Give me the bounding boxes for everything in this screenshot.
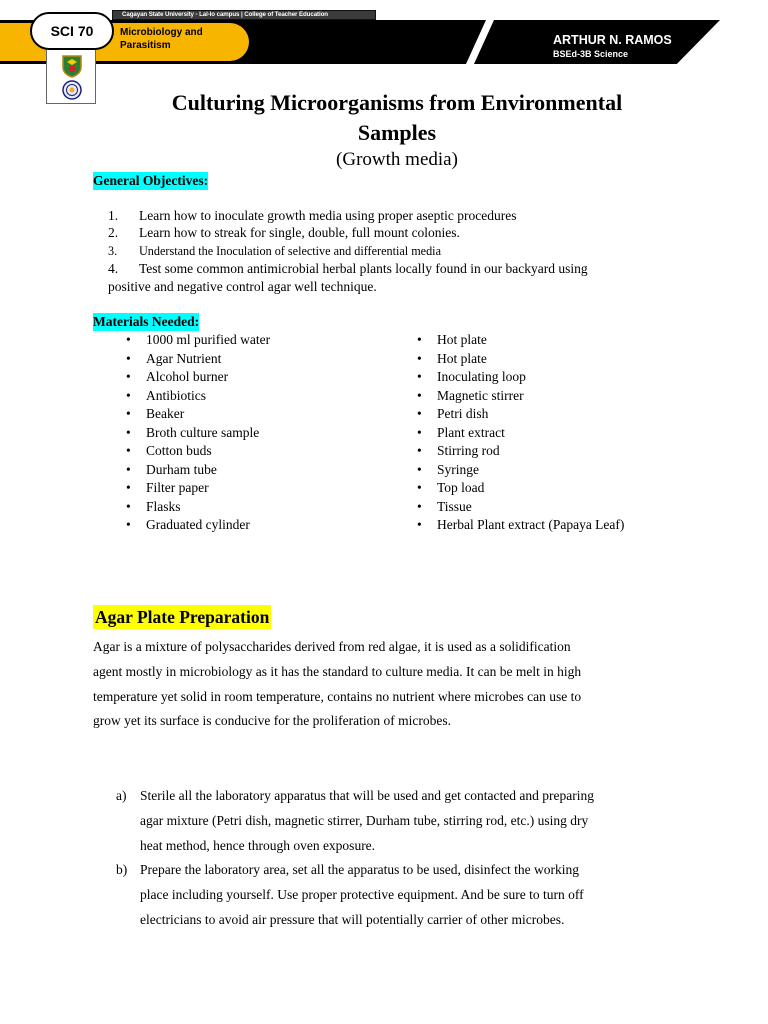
objective-number: 1. <box>108 208 119 223</box>
paragraph-line: Agar is a mixture of polysaccharides derived from red algae, it is used as a solidification <box>93 639 571 654</box>
material-label: Hot plate <box>437 350 487 366</box>
material-label: Herbal Plant extract (Papaya Leaf) <box>437 517 625 532</box>
university-text: Cagayan State University - Lal-lo campus | College of Teacher Education <box>122 11 328 18</box>
bullet: • <box>126 461 131 477</box>
author-program: BSEd-3B Science <box>553 49 629 59</box>
material-label: Top load <box>437 480 485 495</box>
material-label: Agar Nutrient <box>146 350 222 366</box>
bullet: • <box>417 387 422 403</box>
list-item <box>126 350 386 369</box>
material-label: Alcohol burner <box>146 369 229 384</box>
course-name-line2: Parasitism <box>120 40 171 51</box>
bullet: • <box>417 498 422 514</box>
list-item <box>126 498 386 517</box>
material-label: Inoculating loop <box>437 369 526 384</box>
paragraph-line: grow yet its surface is conducive for the proliferation of microbes. <box>93 713 452 729</box>
bullet: • <box>417 461 422 477</box>
course-code-badge: SCI 70 <box>30 12 114 50</box>
bullet: • <box>417 480 422 495</box>
material-label: Durham tube <box>146 461 217 477</box>
material-label: Tissue <box>437 498 472 514</box>
bullet: • <box>126 498 131 514</box>
bullet: • <box>417 443 422 458</box>
step-text <box>140 858 676 932</box>
bullet: • <box>417 369 422 384</box>
step-label: a) <box>116 788 127 803</box>
paragraph-line: temperature yet solid in room temperature, contains no nutrient where microbes can use to <box>93 688 582 704</box>
list-item <box>417 442 757 461</box>
list-item <box>126 516 386 535</box>
list-item <box>126 424 386 443</box>
material-label: Flasks <box>146 498 181 514</box>
bullet: • <box>126 424 131 440</box>
objective-item <box>108 224 668 242</box>
list-item <box>417 424 757 443</box>
material-label: Petri dish <box>437 406 489 421</box>
bullet: • <box>126 369 131 384</box>
list-item <box>126 405 386 424</box>
procedure-step-a <box>116 784 676 858</box>
page-subtitle: (Growth media) <box>336 149 458 170</box>
materials-list-right <box>417 331 757 535</box>
bullet: • <box>417 424 422 440</box>
university-logo-icon <box>61 54 83 78</box>
agar-paragraph <box>93 635 671 734</box>
bullet: • <box>126 517 131 532</box>
bullet: • <box>126 480 131 495</box>
bullet: • <box>126 406 131 421</box>
list-item <box>126 368 386 387</box>
material-label: Syringe <box>437 461 479 477</box>
material-label: Stirring rod <box>437 443 500 458</box>
procedure-step-b <box>116 858 676 932</box>
bullet: • <box>417 332 422 347</box>
list-item <box>417 387 757 406</box>
material-label: 1000 ml purified water <box>146 332 271 347</box>
bullet: • <box>126 387 131 403</box>
list-item <box>417 350 757 369</box>
bullet: • <box>126 332 131 347</box>
objective-item <box>108 260 668 278</box>
page-title <box>100 88 694 148</box>
material-label: Beaker <box>146 406 185 421</box>
objective-number: 3. <box>108 244 118 258</box>
step-line: place including yourself. Use proper protective equipment. And be sure to turn off <box>140 886 584 902</box>
materials-heading: Materials Needed: <box>93 314 200 329</box>
list-item <box>417 331 757 350</box>
objective-text: Learn how to inoculate growth media using proper aseptic procedures <box>139 208 517 223</box>
objective-number: 2. <box>108 225 119 240</box>
list-item <box>417 516 757 535</box>
author-name: ARTHUR N. RAMOS <box>553 33 672 47</box>
list-item <box>417 461 757 480</box>
material-label: Antibiotics <box>146 387 206 403</box>
list-item <box>126 387 386 406</box>
bullet: • <box>126 350 131 366</box>
material-label: Filter paper <box>146 480 209 495</box>
step-line: agar mixture (Petri dish, magnetic stirrer, Durham tube, stirring rod, etc.) using dry <box>140 812 589 828</box>
objective-number: 4. <box>108 261 119 276</box>
list-item <box>417 368 757 387</box>
objective-text: Understand the Inoculation of selective and differential media <box>139 244 441 258</box>
material-label: Plant extract <box>437 424 505 440</box>
list-item <box>126 479 386 498</box>
bullet: • <box>417 350 422 366</box>
objective-item <box>108 207 668 225</box>
step-line: Sterile all the laboratory apparatus that will be used and get contacted and preparing <box>140 788 594 803</box>
list-item <box>417 479 757 498</box>
step-label: b) <box>116 862 128 877</box>
objective-item <box>108 242 668 260</box>
college-seal-icon <box>62 80 82 100</box>
material-label: Magnetic stirrer <box>437 387 524 403</box>
objective-item-continuation: positive and negative control agar well technique. <box>108 279 377 294</box>
list-item <box>126 461 386 480</box>
materials-list-left <box>126 331 386 535</box>
paragraph-line: agent mostly in microbiology as it has the standard to culture media. It can be melt in high <box>93 663 582 679</box>
objective-text: Learn how to streak for single, double, full mount colonies. <box>139 225 460 240</box>
course-name-line1: Microbiology and <box>120 27 203 38</box>
step-line: Prepare the laboratory area, set all the apparatus to be used, disinfect the working <box>140 862 579 877</box>
bullet: • <box>417 406 422 421</box>
course-name <box>120 26 248 52</box>
material-label: Graduated cylinder <box>146 517 250 532</box>
title-line1: Culturing Microorganisms from Environmental <box>171 90 623 115</box>
step-line: electricians to avoid air pressure that will potentially carrier of other microbes. <box>140 911 565 927</box>
material-label: Broth culture sample <box>146 424 260 440</box>
title-line2: Samples <box>357 120 437 145</box>
list-item <box>417 498 757 517</box>
bullet: • <box>126 443 131 458</box>
step-text <box>140 784 676 858</box>
step-line: heat method, hence through oven exposure. <box>140 837 376 853</box>
list-item <box>126 442 386 461</box>
objective-text: Test some common antimicrobial herbal plants locally found in our backyard using <box>139 261 588 276</box>
agar-section-heading: Agar Plate Preparation <box>95 607 270 627</box>
list-item <box>417 405 757 424</box>
material-label: Cotton buds <box>146 443 212 458</box>
objectives-heading: General Objectives: <box>93 173 209 188</box>
list-item <box>126 331 386 350</box>
bullet: • <box>417 517 422 532</box>
material-label: Hot plate <box>437 332 487 347</box>
